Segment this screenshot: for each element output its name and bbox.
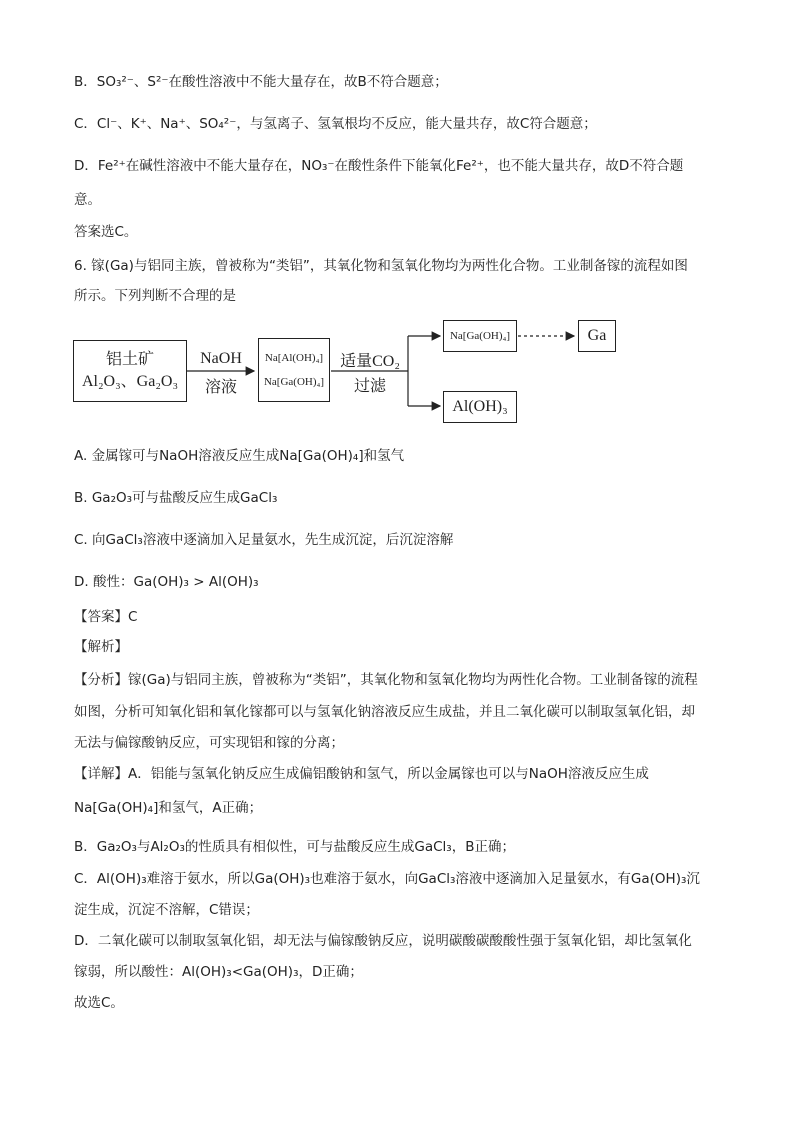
solution-box — [258, 338, 330, 402]
answer-value: C — [128, 609, 138, 625]
fenxi-text-1: 镓(Ga)与铝同主族，曾被称为“类铝”，其氧化物和氢氧化物均为两性化合物。工业制备镓的流程 — [128, 672, 698, 688]
option-c: C. 向GaCl₃溶液中逐滴加入足量氨水，先生成沉淀，后沉淀溶解 — [74, 532, 454, 548]
fenxi-tag: 【分析】 — [74, 672, 128, 688]
ga-box — [578, 320, 616, 352]
prev-option-d-line2: 意。 — [74, 192, 101, 208]
analysis-tag: 【解析】 — [74, 639, 128, 655]
fenxi-line2: 如图，分析可知氧化铝和氧化镓都可以与氢氧化钠溶液反应生成盐，并且二氧化碳可以制取氢氧化铝，却 — [74, 704, 695, 720]
aloh3-box — [443, 391, 517, 423]
option-d: D. 酸性：Ga(OH)₃ > Al(OH)₃ — [74, 574, 259, 590]
ga-salt-label: Na[Ga(OH)₄] — [449, 330, 511, 342]
solution-ga-salt: Na[Ga(OH)₄] — [263, 376, 325, 388]
step1-reagent: NaOH — [200, 350, 242, 367]
bauxite-box — [73, 340, 187, 402]
xiangjie-tag: 【详解】 — [74, 766, 128, 782]
prev-option-d-line1: D．Fe²⁺在碱性溶液中不能大量存在，NO₃⁻在酸性条件下能氧化Fe²⁺，也不能大量共存，故D不符合题 — [74, 158, 684, 174]
option-a: A. 金属镓可与NaOH溶液反应生成Na[Ga(OH)₄]和氢气 — [74, 448, 405, 464]
xiangjie-d-line1: D．二氧化碳可以制取氢氧化铝，却无法与偏镓酸钠反应，说明碳酸碳酸酸性强于氢氧化铝，却比氢氧化 — [74, 933, 692, 949]
xiangjie-a-line2: Na[Ga(OH)₄]和氢气，A正确； — [74, 800, 263, 816]
step2-operation: 过滤 — [353, 378, 386, 395]
bauxite-composition: Al₂O₃、Ga₂O₃ — [81, 373, 179, 390]
fenxi-line3: 无法与偏镓酸钠反应，可实现铝和镓的分离； — [74, 735, 344, 751]
question-stem-line1: 6. 镓(Ga)与铝同主族，曾被称为“类铝”，其氧化物和氢氧化物均为两性化合物。工业制备镓的流程如图 — [74, 258, 688, 274]
prev-option-c: C．Cl⁻、K⁺、Na⁺、SO₄²⁻，与氢离子、氢氧根均不反应，能大量共存，故C符合题意； — [74, 116, 597, 132]
question-stem-line2: 所示。下列判断不合理的是 — [74, 288, 236, 304]
xiangjie-b-line: B．Ga₂O₃与Al₂O₃的性质具有相似性，可与盐酸反应生成GaCl₃，B正确； — [74, 839, 515, 855]
aloh3-label: Al(OH)₃ — [452, 398, 508, 415]
bauxite-label: 铝土矿 — [105, 351, 154, 368]
xiangjie-a-text-1: A．铝能与氢氧化钠反应生成偏铝酸钠和氢气，所以金属镓也可以与NaOH溶液反应生成 — [128, 766, 649, 782]
prev-option-b: B．SO₃²⁻、S²⁻在酸性溶液中不能大量存在，故B不符合题意； — [74, 74, 448, 90]
step1-reagent-state: 溶液 — [204, 379, 237, 396]
xiangjie-c-line1: C．Al(OH)₃难溶于氨水，所以Ga(OH)₃也难溶于氨水，向GaCl₃溶液中逐滴加入足量氨水，有Ga(OH)₃沉 — [74, 871, 700, 887]
option-b: B. Ga₂O₃可与盐酸反应生成GaCl₃ — [74, 490, 278, 506]
ga-label: Ga — [587, 327, 607, 344]
step2-reagent: 适量CO₂ — [340, 353, 400, 370]
xiangjie-c-line2: 淀生成，沉淀不溶解，C错误； — [74, 902, 259, 918]
answer-tag: 【答案】 — [74, 609, 128, 625]
ga-salt-box — [443, 320, 517, 352]
xiangjie-line1 — [74, 764, 649, 784]
conclusion: 故选C。 — [74, 995, 124, 1011]
answer-row — [74, 607, 137, 627]
fenxi-line1 — [74, 670, 698, 690]
xiangjie-d-line2: 镓弱，所以酸性：Al(OH)₃<Ga(OH)₃，D正确； — [74, 964, 363, 980]
solution-al-salt: Na[Al(OH)₄] — [264, 352, 324, 364]
prev-answer: 答案选C。 — [74, 224, 138, 240]
